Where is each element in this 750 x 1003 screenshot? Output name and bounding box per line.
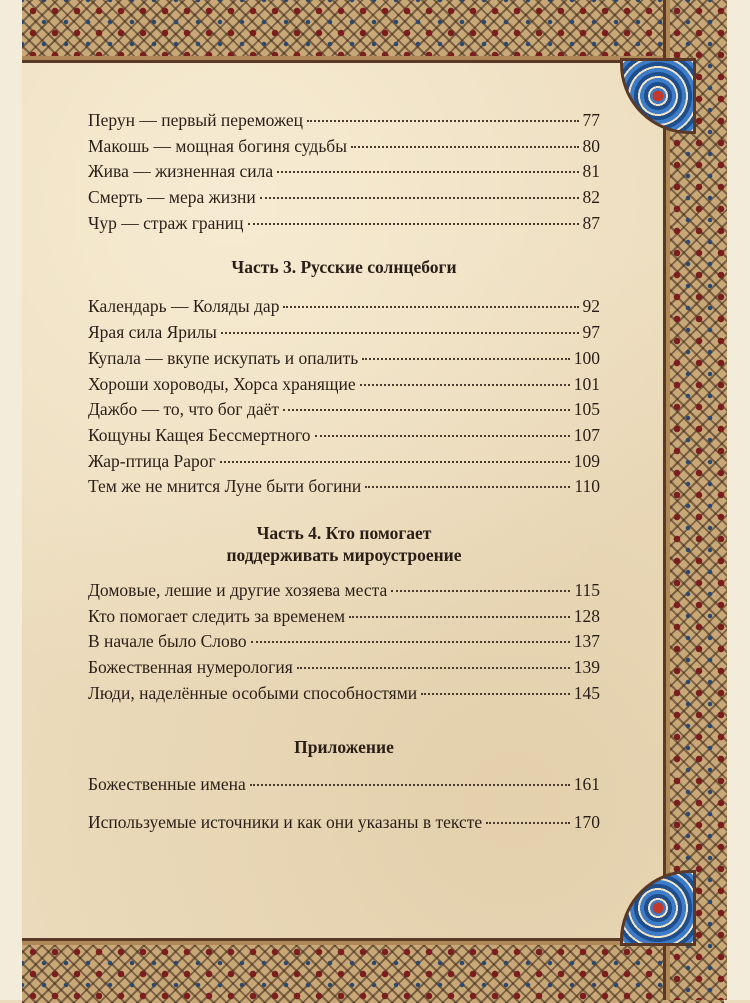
toc-entry[interactable] — [88, 578, 600, 604]
dot-leader — [307, 120, 579, 122]
toc-entry[interactable] — [88, 185, 600, 211]
toc-entry-title: Кощуны Кащея Бессмертного — [88, 424, 311, 445]
toc-entry-title: Жар-птица Рарог — [88, 450, 216, 471]
toc-entry-title: Дажбо — то, что бог даёт — [88, 399, 280, 420]
toc-entry-page: 170 — [573, 812, 600, 833]
toc-entry-page: 87 — [582, 212, 600, 233]
toc-entry-title: Жива — жизненная сила — [88, 161, 274, 182]
toc-entry-title: Люди, наделённые особыми способностями — [88, 682, 418, 703]
toc-entry[interactable] — [88, 108, 600, 134]
dot-leader — [360, 384, 570, 386]
toc-entry-page: 109 — [573, 450, 600, 471]
toc-entry-title: Используемые источники и как они указаны в тексте — [88, 812, 483, 833]
toc-entry-title: Календарь — Коляды дар — [88, 296, 280, 317]
dot-leader — [221, 332, 579, 334]
ornament-border-right — [663, 0, 727, 1000]
section-heading-line-2: поддерживать мироустроение — [226, 544, 462, 565]
toc-entry-page: 77 — [582, 110, 600, 130]
toc-entry-title: Кто помогает следить за временем — [88, 605, 346, 626]
toc-entry-title: Перун — первый переможец — [88, 110, 303, 130]
dot-leader — [362, 358, 570, 360]
toc-entry-title: Чур — страж границ — [88, 212, 244, 233]
toc-entry[interactable] — [88, 159, 600, 185]
toc-entry-page: 115 — [574, 579, 600, 600]
toc-entry-title: Хороши хороводы, Хорса хранящие — [88, 373, 356, 394]
toc-entry-title: Купала — вкупе искупать и опалить — [88, 347, 359, 368]
dot-leader — [250, 784, 570, 786]
dot-leader — [277, 171, 578, 173]
toc-entry-page: 81 — [582, 161, 600, 182]
toc-entry-page: 107 — [573, 424, 600, 445]
page-margin-left — [0, 0, 22, 1000]
toc-entry-title: В начале было Слово — [88, 631, 247, 652]
dot-leader — [283, 306, 578, 308]
toc-entry-page: 100 — [573, 347, 600, 368]
page-margin-right — [724, 0, 750, 1000]
toc-entry-title: Ярая сила Ярилы — [88, 322, 217, 343]
table-of-contents — [88, 108, 600, 836]
toc-entry[interactable] — [88, 604, 600, 630]
toc-entry-title: Божественные имена — [88, 774, 246, 795]
toc-entry-title: Смерть — мера жизни — [88, 187, 256, 208]
toc-entry-page: 97 — [582, 322, 600, 343]
toc-entry[interactable] — [88, 449, 600, 475]
dot-leader — [283, 409, 570, 411]
toc-entry[interactable] — [88, 397, 600, 423]
toc-entry-title: Макошь — мощная богиня судьбы — [88, 135, 347, 156]
dot-leader — [220, 461, 570, 463]
toc-entry[interactable] — [88, 681, 600, 707]
toc-entry[interactable] — [88, 474, 600, 500]
toc-entry-page: 92 — [582, 296, 600, 317]
toc-entry-page: 128 — [573, 605, 600, 626]
toc-entry-page: 105 — [573, 399, 600, 420]
toc-entry[interactable] — [88, 294, 600, 320]
toc-entry-page: 161 — [573, 774, 600, 795]
toc-entry[interactable] — [88, 134, 600, 160]
toc-entry[interactable] — [88, 423, 600, 449]
section-heading-part-4 — [88, 522, 600, 566]
dot-leader — [251, 641, 570, 643]
toc-entry[interactable] — [88, 372, 600, 398]
dot-leader — [351, 146, 579, 148]
section-heading-appendix: Приложение — [294, 737, 394, 758]
toc-entry-page: 139 — [573, 657, 600, 677]
section-heading-line-1: Часть 4. Кто помогает — [256, 522, 432, 543]
toc-entry[interactable] — [88, 772, 600, 798]
dot-leader — [421, 693, 570, 695]
toc-entry-page: 101 — [573, 373, 600, 394]
toc-entry[interactable] — [88, 629, 600, 655]
toc-entry-page: 110 — [574, 476, 600, 497]
toc-entry-page: 80 — [582, 135, 600, 156]
dot-leader — [365, 486, 570, 488]
toc-entry-page: 145 — [573, 682, 600, 703]
dot-leader — [391, 590, 570, 592]
toc-entry-title: Тем же не мнится Луне быти богини — [88, 476, 362, 497]
toc-entry[interactable] — [88, 320, 600, 346]
section-heading-part-3: Часть 3. Русские солнцебоги — [231, 257, 457, 278]
toc-entry[interactable] — [88, 810, 600, 836]
dot-leader — [349, 616, 570, 618]
dot-leader — [315, 435, 570, 437]
dot-leader — [260, 197, 579, 199]
toc-entry[interactable] — [88, 655, 600, 681]
ornament-border-top — [22, 0, 724, 63]
dot-leader — [297, 667, 570, 669]
toc-entry[interactable] — [88, 346, 600, 372]
ornament-border-bottom — [22, 938, 724, 1003]
toc-entry-page: 82 — [582, 187, 600, 208]
toc-entry-title: Божественная нумерология — [88, 657, 293, 677]
toc-entry-page: 137 — [573, 631, 600, 652]
toc-entry[interactable] — [88, 211, 600, 237]
toc-entry-title: Домовые, лешие и другие хозяева места — [88, 579, 388, 600]
dot-leader — [486, 822, 570, 824]
dot-leader — [248, 223, 579, 225]
